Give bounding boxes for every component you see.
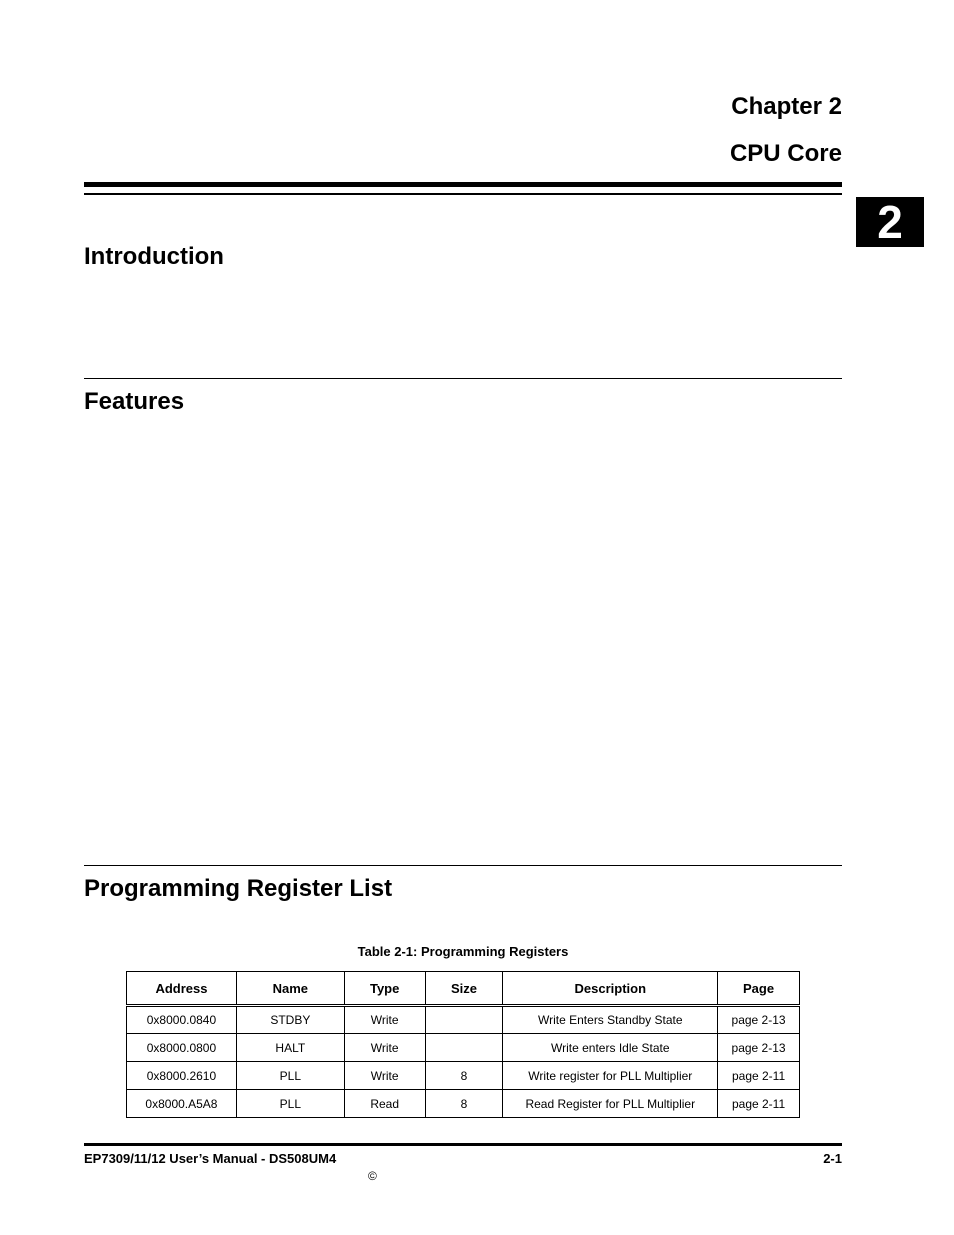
cell-type: Write [344,1006,425,1034]
cell-size [425,1006,503,1034]
cell-description: Write enters Idle State [503,1034,718,1062]
programming-registers-table [126,971,800,1118]
cell-type: Write [344,1062,425,1090]
footer-manual-title: EP7309/11/12 User’s Manual - DS508UM4 [84,1151,337,1166]
table-row [127,1034,800,1062]
cell-address: 0x8000.A5A8 [127,1090,237,1118]
column-header-name: Name [236,972,344,1006]
cell-page: page 2-11 [718,1090,800,1118]
footer-page-number: 2-1 [823,1151,842,1166]
column-header-address: Address [127,972,237,1006]
section-heading-programming-register-list: Programming Register List [84,875,393,902]
column-header-size: Size [425,972,503,1006]
cell-description: Write Enters Standby State [503,1006,718,1034]
cell-address: 0x8000.0800 [127,1034,237,1062]
table-row [127,1006,800,1034]
cell-name: PLL [236,1062,344,1090]
header-rule-thin [84,193,842,195]
chapter-title: Chapter 2 [731,93,842,120]
cell-name: HALT [236,1034,344,1062]
footer-rule [84,1143,842,1146]
cell-page: page 2-13 [718,1034,800,1062]
cell-page: page 2-11 [718,1062,800,1090]
column-header-page: Page [718,972,800,1006]
section-heading-features: Features [84,388,185,415]
cell-type: Write [344,1034,425,1062]
header-rule-thick [84,182,842,187]
section-heading-introduction: Introduction [84,243,224,270]
cell-size [425,1034,503,1062]
cell-address: 0x8000.0840 [127,1006,237,1034]
cell-size: 8 [425,1062,503,1090]
section-divider-programming [84,865,842,866]
cell-description: Read Register for PLL Multiplier [503,1090,718,1118]
chapter-tab-marker: 2 [856,197,924,247]
table-caption: Table 2-1: Programming Registers [357,944,569,959]
table-header-row [127,972,800,1006]
column-header-type: Type [344,972,425,1006]
cell-type: Read [344,1090,425,1118]
chapter-subtitle: CPU Core [729,140,842,167]
cell-address: 0x8000.2610 [127,1062,237,1090]
table-row [127,1062,800,1090]
table-row [127,1090,800,1118]
footer-copyright: © [368,1169,377,1183]
cell-size: 8 [425,1090,503,1118]
cell-description: Write register for PLL Multiplier [503,1062,718,1090]
section-divider-features [84,378,842,379]
column-header-description: Description [503,972,718,1006]
cell-name: PLL [236,1090,344,1118]
cell-name: STDBY [236,1006,344,1034]
cell-page: page 2-13 [718,1006,800,1034]
